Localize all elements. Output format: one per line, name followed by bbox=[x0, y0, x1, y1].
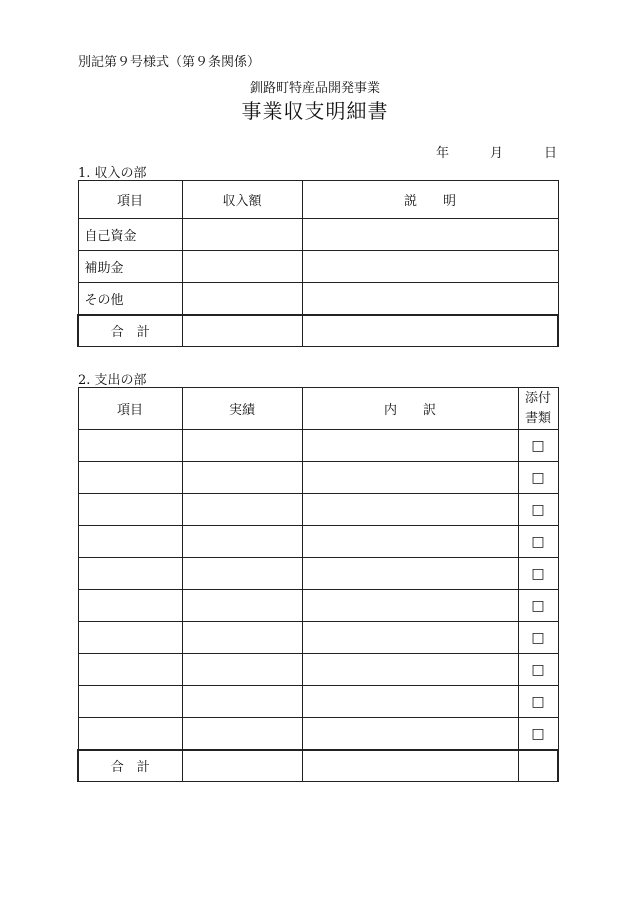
attachment-checkbox[interactable]: □ bbox=[531, 501, 545, 518]
expense-row bbox=[78, 718, 558, 751]
income-col-item: 項目 bbox=[78, 181, 182, 219]
income-amount-cell[interactable] bbox=[182, 251, 302, 283]
expense-actual-cell[interactable] bbox=[182, 558, 302, 590]
attachment-checkbox[interactable]: □ bbox=[531, 661, 545, 678]
attachment-checkbox[interactable]: □ bbox=[531, 565, 545, 582]
expense-row bbox=[78, 526, 558, 558]
attachment-checkbox-cell bbox=[518, 558, 558, 590]
expense-table bbox=[77, 387, 559, 782]
expense-breakdown-cell[interactable] bbox=[302, 558, 518, 590]
attachment-checkbox-cell bbox=[518, 526, 558, 558]
expense-item-cell[interactable] bbox=[78, 430, 182, 462]
attachment-checkbox-cell bbox=[518, 718, 558, 751]
income-description-cell[interactable] bbox=[302, 251, 558, 283]
attachment-checkbox[interactable]: □ bbox=[531, 597, 545, 614]
expense-row bbox=[78, 430, 558, 462]
attachment-checkbox-cell bbox=[518, 430, 558, 462]
expense-item-cell[interactable] bbox=[78, 526, 182, 558]
attachment-checkbox[interactable]: □ bbox=[531, 469, 545, 486]
document-title: 事業収支明細書 bbox=[241, 99, 389, 123]
income-table bbox=[77, 180, 559, 347]
expense-total-actual-cell[interactable] bbox=[182, 750, 302, 781]
expense-item-cell[interactable] bbox=[78, 718, 182, 751]
income-row-label: 自己資金 bbox=[78, 219, 182, 251]
expense-breakdown-cell[interactable] bbox=[302, 622, 518, 654]
income-total-description-cell[interactable] bbox=[302, 315, 558, 347]
income-total-row bbox=[78, 315, 558, 347]
expense-col-actual: 実績 bbox=[182, 388, 302, 430]
expense-breakdown-cell[interactable] bbox=[302, 462, 518, 494]
income-total-label: 合 計 bbox=[78, 315, 182, 347]
income-description-cell[interactable] bbox=[302, 283, 558, 315]
expense-header-row bbox=[78, 388, 558, 430]
expense-section-heading: 2. 支出の部 bbox=[78, 373, 147, 388]
income-row bbox=[78, 283, 558, 315]
income-col-description: 説 明 bbox=[302, 181, 558, 219]
expense-item-cell[interactable] bbox=[78, 686, 182, 718]
attachment-checkbox[interactable]: □ bbox=[531, 725, 545, 742]
attachment-checkbox[interactable]: □ bbox=[531, 533, 545, 550]
attachment-checkbox[interactable]: □ bbox=[531, 693, 545, 710]
form-reference: 別記第９号様式（第９条関係） bbox=[78, 55, 261, 70]
expense-row bbox=[78, 590, 558, 622]
date-month-label: 月 bbox=[490, 146, 504, 161]
expense-row bbox=[78, 686, 558, 718]
expense-actual-cell[interactable] bbox=[182, 494, 302, 526]
expense-row bbox=[78, 558, 558, 590]
expense-item-cell[interactable] bbox=[78, 622, 182, 654]
attach-label-line2: 書類 bbox=[524, 410, 551, 426]
expense-item-cell[interactable] bbox=[78, 590, 182, 622]
attachment-checkbox-cell bbox=[518, 654, 558, 686]
expense-item-cell[interactable] bbox=[78, 462, 182, 494]
expense-actual-cell[interactable] bbox=[182, 526, 302, 558]
income-col-amount: 収入額 bbox=[182, 181, 302, 219]
expense-row bbox=[78, 462, 558, 494]
date-year-label: 年 bbox=[436, 146, 450, 161]
income-amount-cell[interactable] bbox=[182, 219, 302, 251]
attachment-checkbox-cell bbox=[518, 622, 558, 654]
expense-row bbox=[78, 622, 558, 654]
expense-breakdown-cell[interactable] bbox=[302, 686, 518, 718]
document-subtitle: 釧路町特産品開発事業 bbox=[249, 81, 380, 96]
expense-actual-cell[interactable] bbox=[182, 654, 302, 686]
income-total-amount-cell[interactable] bbox=[182, 315, 302, 347]
expense-actual-cell[interactable] bbox=[182, 430, 302, 462]
expense-breakdown-cell[interactable] bbox=[302, 654, 518, 686]
income-header-row bbox=[78, 181, 558, 219]
income-row-label: その他 bbox=[78, 283, 182, 315]
expense-total-label: 合 計 bbox=[78, 750, 182, 781]
expense-row bbox=[78, 654, 558, 686]
attachment-checkbox-cell bbox=[518, 494, 558, 526]
expense-col-item: 項目 bbox=[78, 388, 182, 430]
attachment-checkbox[interactable]: □ bbox=[531, 437, 545, 454]
income-row bbox=[78, 219, 558, 251]
expense-total-row bbox=[78, 750, 558, 781]
expense-total-attach-cell bbox=[518, 750, 558, 781]
attachment-checkbox-cell bbox=[518, 462, 558, 494]
expense-total-breakdown-cell[interactable] bbox=[302, 750, 518, 781]
expense-actual-cell[interactable] bbox=[182, 590, 302, 622]
expense-actual-cell[interactable] bbox=[182, 462, 302, 494]
expense-breakdown-cell[interactable] bbox=[302, 526, 518, 558]
attach-label-line1: 添付 bbox=[524, 390, 551, 406]
attachment-checkbox-cell bbox=[518, 590, 558, 622]
expense-col-attachments bbox=[518, 388, 558, 430]
expense-actual-cell[interactable] bbox=[182, 686, 302, 718]
attachment-checkbox[interactable]: □ bbox=[531, 629, 545, 646]
expense-item-cell[interactable] bbox=[78, 494, 182, 526]
expense-breakdown-cell[interactable] bbox=[302, 718, 518, 751]
expense-breakdown-cell[interactable] bbox=[302, 494, 518, 526]
income-row-label: 補助金 bbox=[78, 251, 182, 283]
expense-breakdown-cell[interactable] bbox=[302, 590, 518, 622]
income-description-cell[interactable] bbox=[302, 219, 558, 251]
expense-item-cell[interactable] bbox=[78, 654, 182, 686]
income-section-heading: 1. 収入の部 bbox=[78, 166, 147, 181]
date-day-label: 日 bbox=[544, 146, 558, 161]
expense-actual-cell[interactable] bbox=[182, 718, 302, 751]
expense-breakdown-cell[interactable] bbox=[302, 430, 518, 462]
income-amount-cell[interactable] bbox=[182, 283, 302, 315]
income-row bbox=[78, 251, 558, 283]
expense-col-breakdown: 内 訳 bbox=[302, 388, 518, 430]
expense-row bbox=[78, 494, 558, 526]
attachment-checkbox-cell bbox=[518, 686, 558, 718]
expense-actual-cell[interactable] bbox=[182, 622, 302, 654]
expense-item-cell[interactable] bbox=[78, 558, 182, 590]
